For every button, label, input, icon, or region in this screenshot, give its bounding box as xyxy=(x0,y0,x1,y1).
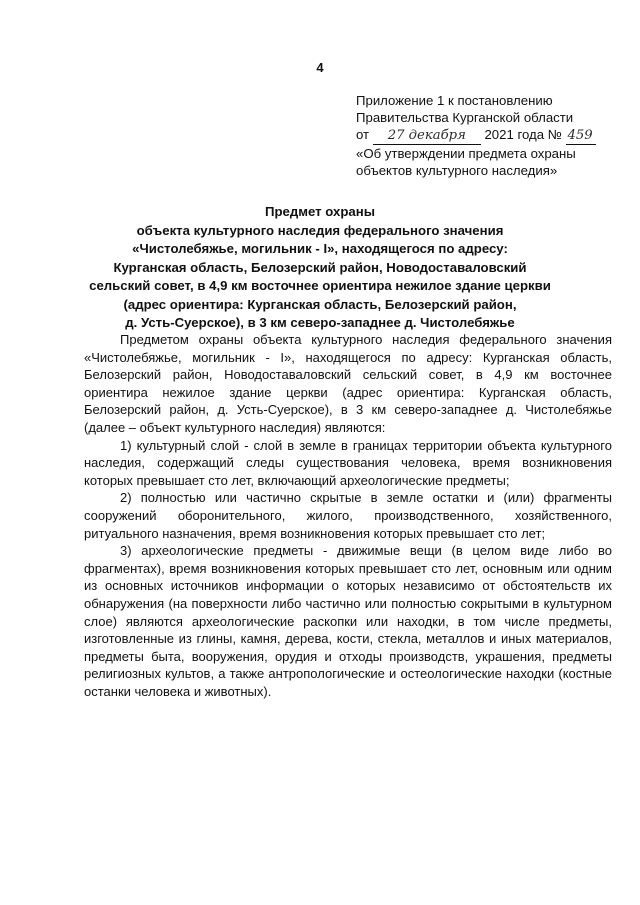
item-paragraph-3: 3) археологические предметы - движимые вещи (в целом виде либо во фрагментах), время возникновения которых превышает сто лет, основным или одним из основных источников информации о которых независимо от обстоятельств их обнаружения (на поверхности либо частично или полностью сокрытыми в культурном слое) являются археологические раскопки или находки, в том числе предметы, изготовленные из глины, камня, дерева, кости, стекла, металлов и иных материалов, предметы быта, вооружения, орудия и отходы производств, украшения, предметы религиозных культов, а также антропологические и остеологические находки (костные останки человека и животных). xyxy=(84,543,612,699)
title-line-3: «Чистолебяжье, могильник - I», находящегося по адресу: xyxy=(132,241,508,256)
annex-header xyxy=(356,92,628,179)
year-text: 2021 года № xyxy=(484,127,562,142)
date-prefix: от xyxy=(356,127,370,142)
title-line-5: сельский совет, в 4,9 км восточнее ориентира нежилое здание церкви xyxy=(89,278,551,293)
handwritten-number: 459 xyxy=(566,127,596,145)
title-line-2: объекта культурного наследия федерального значения xyxy=(136,222,504,238)
item-paragraph-1: 1) культурный слой - слой в земле в границах территории объекта культурного наследия, содержащий следы существования человека, время возникновения которых превышает сто лет, включающий археологические предметы; xyxy=(84,437,612,488)
annex-line-5: объектов культурного наследия» xyxy=(356,163,558,178)
document-body xyxy=(84,331,612,700)
document-title xyxy=(70,203,570,333)
title-line-1: Предмет охраны xyxy=(265,204,375,219)
title-line-6: (адрес ориентира: Курганская область, Белозерский район, xyxy=(123,296,517,312)
item-paragraph-2: 2) полностью или частично скрытые в земле остатки и (или) фрагменты сооружений оборонительного, жилого, производственного, хозяйственного, ритуального назначения, время возникновения которых превышает сто лет; xyxy=(84,490,612,541)
annex-date-line xyxy=(356,126,628,145)
title-line-7: д. Усть-Суерское), в 3 км северо-западнее д. Чистолебяжье xyxy=(125,315,515,330)
annex-line-2: Правительства Курганской области xyxy=(356,110,574,125)
intro-paragraph: Предметом охраны объекта культурного наследия федерального значения «Чистолебяжье, могильник - I», находящегося по адресу: Курганская область, Белозерский район, Новодоставаловский сельский совет, в 4,9 км восточнее ориентира нежилое здание церкви (адрес ориентира: Курганская область, Белозерский район, д. Усть-Суерское), в 3 км северо-западнее д. Чистолебяжье (далее – объект культурного наследия) являются: xyxy=(84,332,612,435)
title-line-4: Курганская область, Белозерский район, Новодоставаловский xyxy=(113,259,527,275)
annex-line-4: «Об утверждении предмета охраны xyxy=(356,146,576,161)
page-number: 4 xyxy=(316,60,324,75)
annex-line-1: Приложение 1 к постановлению xyxy=(356,93,553,108)
handwritten-date: 27 декабря xyxy=(373,127,481,145)
